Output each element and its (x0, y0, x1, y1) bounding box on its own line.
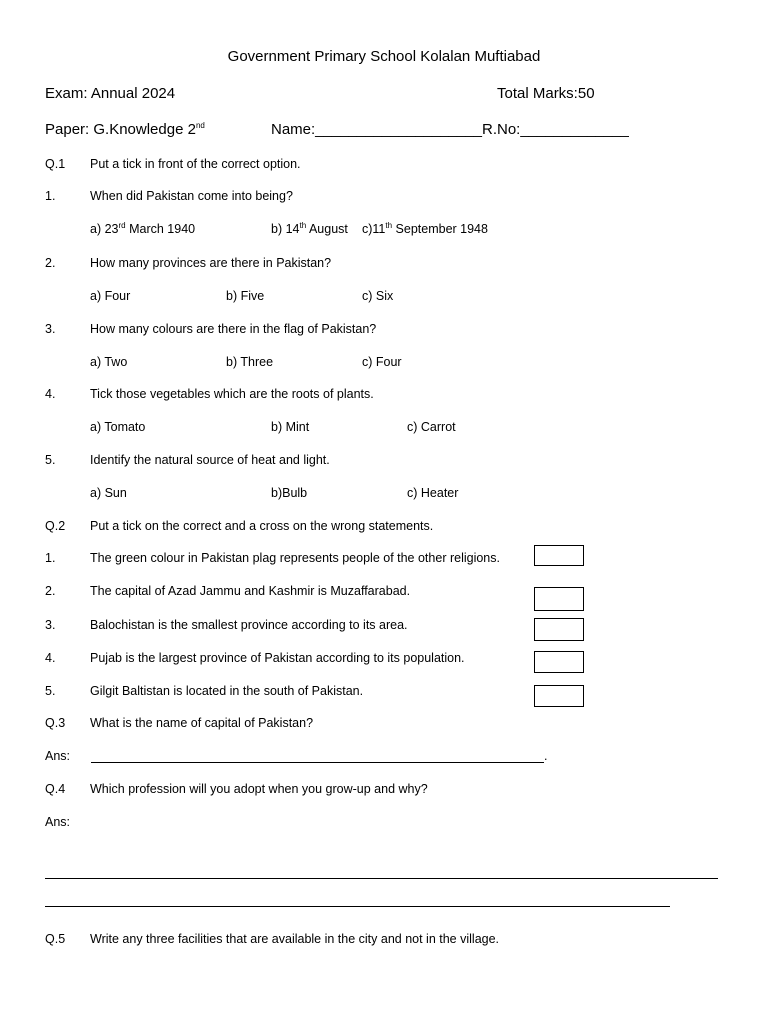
q1-item-5-option-b[interactable]: b)Bulb (271, 486, 308, 500)
q2-item-3-number: 3. (45, 618, 56, 632)
q2-item-1-answer-box[interactable] (534, 545, 584, 566)
q1-item-5-number: 5. (45, 453, 56, 467)
q2-item-1-number: 1. (45, 551, 56, 565)
q2-item-3-statement: Balochistan is the smallest province according to its area. (90, 618, 408, 632)
q4-answer-line-1[interactable] (45, 878, 718, 879)
q1-item-3-option-a[interactable]: a) Two (90, 355, 128, 369)
q4-prompt: Which profession will you adopt when you grow-up and why? (90, 782, 428, 796)
q1-item-1-question: When did Pakistan come into being? (90, 189, 293, 203)
q1-item-2-option-c[interactable]: c) Six (362, 289, 394, 303)
q5-number: Q.5 (45, 932, 66, 946)
option-text: b) 14 (271, 222, 300, 236)
q1-item-1-number: 1. (45, 189, 56, 203)
q1-item-3-question: How many colours are there in the flag of Pakistan? (90, 322, 377, 336)
q1-item-1-option-c[interactable] (362, 222, 488, 236)
q2-item-4-number: 4. (45, 651, 56, 665)
option-text: September 1948 (392, 222, 488, 236)
q2-item-3-answer-box[interactable] (534, 618, 584, 641)
q4-answer-label: Ans: (45, 815, 71, 829)
total-marks: Total Marks:50 (497, 85, 595, 102)
option-text: c)11 (362, 222, 386, 236)
q2-item-5-number: 5. (45, 684, 56, 698)
q2-item-5-statement: Gilgit Baltistan is located in the south of Pakistan. (90, 684, 364, 698)
q2-item-2-answer-box[interactable] (534, 587, 584, 611)
paper-name: Paper: G.Knowledge 2 (45, 121, 196, 138)
option-text: August (306, 222, 348, 236)
q1-item-5-option-c[interactable]: c) Heater (407, 486, 459, 500)
q1-number: Q.1 (45, 157, 66, 171)
q2-item-4-statement: Pujab is the largest province of Pakistan according to its population. (90, 651, 465, 665)
q3-prompt: What is the name of capital of Pakistan? (90, 716, 314, 730)
paper-label (45, 121, 205, 138)
paper-grade-suffix: nd (195, 121, 205, 130)
q1-item-2-option-a[interactable]: a) Four (90, 289, 131, 303)
option-text: March 1940 (125, 222, 196, 236)
q1-item-2-option-b[interactable]: b) Five (226, 289, 265, 303)
option-sup: th (385, 220, 393, 230)
q1-item-4-question: Tick those vegetables which are the roots of plants. (90, 387, 374, 401)
school-title: Government Primary School Kolalan Muftiabad (227, 48, 541, 65)
student-name-field[interactable]: Name:____________________ (271, 121, 483, 138)
q1-item-3-option-c[interactable]: c) Four (362, 355, 402, 369)
q3-number: Q.3 (45, 716, 66, 730)
q4-answer-line-2[interactable] (45, 906, 670, 907)
q1-item-4-number: 4. (45, 387, 56, 401)
q2-item-2-statement: The capital of Azad Jammu and Kashmir is Muzaffarabad. (90, 584, 411, 598)
q3-answer-line[interactable] (91, 762, 544, 763)
q2-prompt: Put a tick on the correct and a cross on the wrong statements. (90, 519, 434, 533)
q1-item-3-number: 3. (45, 322, 56, 336)
q1-item-4-option-c[interactable]: c) Carrot (407, 420, 456, 434)
q1-item-3-option-b[interactable]: b) Three (226, 355, 274, 369)
exam-label: Exam: Annual 2024 (45, 85, 176, 102)
q1-item-5-option-a[interactable]: a) Sun (90, 486, 127, 500)
option-sup: th (299, 220, 307, 230)
q1-item-2-question: How many provinces are there in Pakistan? (90, 256, 332, 270)
q2-item-5-answer-box[interactable] (534, 685, 584, 707)
q2-item-2-number: 2. (45, 584, 56, 598)
q3-answer-end: . (544, 749, 548, 763)
q1-item-1-option-a[interactable] (90, 222, 195, 236)
q2-number: Q.2 (45, 519, 66, 533)
q4-number: Q.4 (45, 782, 66, 796)
q2-item-4-answer-box[interactable] (534, 651, 584, 673)
option-text: a) 23 (90, 222, 119, 236)
roll-number-field[interactable]: R.No:_____________ (482, 121, 629, 138)
q1-item-1-option-b[interactable] (271, 222, 348, 236)
q1-item-2-number: 2. (45, 256, 56, 270)
q1-item-4-option-b[interactable]: b) Mint (271, 420, 310, 434)
q1-item-5-question: Identify the natural source of heat and light. (90, 453, 330, 467)
q1-prompt: Put a tick in front of the correct option. (90, 157, 301, 171)
q1-item-4-option-a[interactable]: a) Tomato (90, 420, 146, 434)
q2-item-1-statement: The green colour in Pakistan plag represents people of the other religions. (90, 551, 500, 565)
q5-prompt: Write any three facilities that are available in the city and not in the village. (90, 932, 500, 946)
q3-answer-label: Ans: (45, 749, 71, 763)
option-sup: rd (118, 220, 126, 230)
